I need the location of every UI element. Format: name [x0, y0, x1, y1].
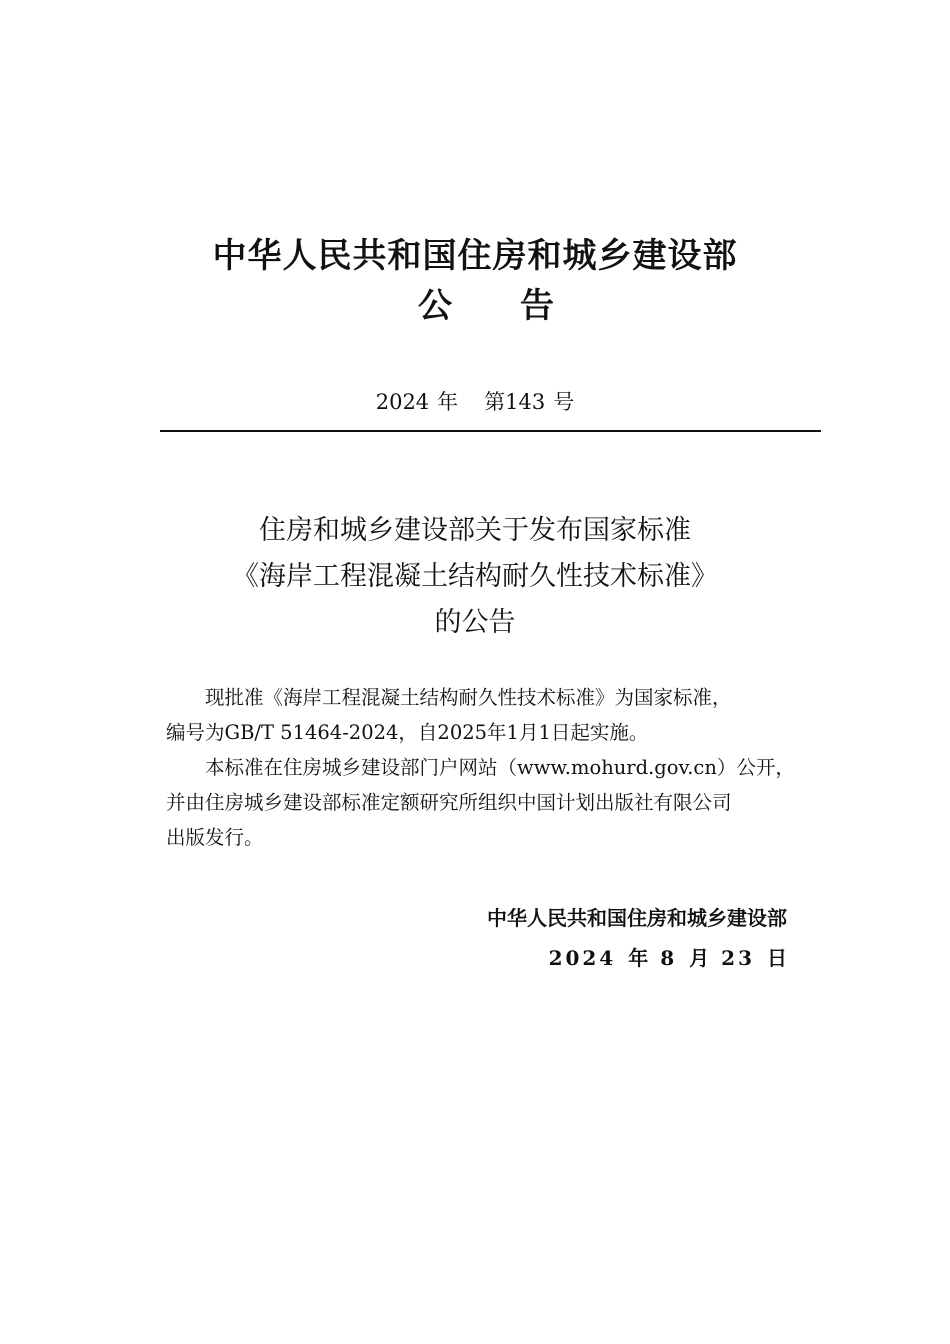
doc-year-unit: 年 [437, 390, 459, 414]
sig-day-unit: 日 [767, 946, 787, 970]
notice-headline [0, 508, 950, 646]
notice-body [166, 680, 796, 855]
doc-number-prefix: 第 [484, 390, 506, 414]
headline-line-1: 住房和城乡建设部关于发布国家标准 [259, 515, 691, 546]
headline-line-3: 的公告 [434, 607, 516, 638]
body-para-2-line-2: 并由住房城乡建设部标准定额研究所组织中国计划出版社有限公司 [166, 791, 732, 814]
issuer-title: 中华人民共和国住房和城乡建设部 [212, 236, 738, 276]
document-number [0, 386, 950, 418]
doc-year: 2024 [375, 390, 430, 414]
signature-issuer: 中华人民共和国住房和城乡建设部 [487, 906, 787, 930]
notice-char-2: 告 [520, 286, 554, 326]
signature-date [487, 938, 787, 978]
body-para-1-line-1: 现批准《海岸工程混凝土结构耐久性技术标准》为国家标准， [205, 686, 732, 709]
signature-block [487, 898, 787, 978]
sig-month: 8 [660, 946, 678, 970]
body-para-1-line-2: 编号为GB/T 51464-2024，自2025年1月1日起实施。 [166, 721, 649, 744]
headline-line-2: 《海岸工程混凝土结构耐久性技术标准》 [232, 561, 718, 592]
sig-year-unit: 年 [628, 946, 649, 970]
sig-day: 23 [721, 946, 755, 970]
body-para-2-line-1: 本标准在住房城乡建设部门户网站（www.mohurd.gov.cn）公开， [205, 756, 795, 779]
divider-rule [160, 430, 821, 432]
sig-month-unit: 月 [689, 946, 710, 970]
doc-number-value: 143 [505, 390, 546, 414]
notice-char-1: 公 [418, 286, 452, 326]
doc-number-suffix: 号 [553, 390, 575, 414]
sig-year: 2024 [548, 946, 617, 970]
body-para-2-line-3: 出版发行。 [166, 826, 264, 849]
